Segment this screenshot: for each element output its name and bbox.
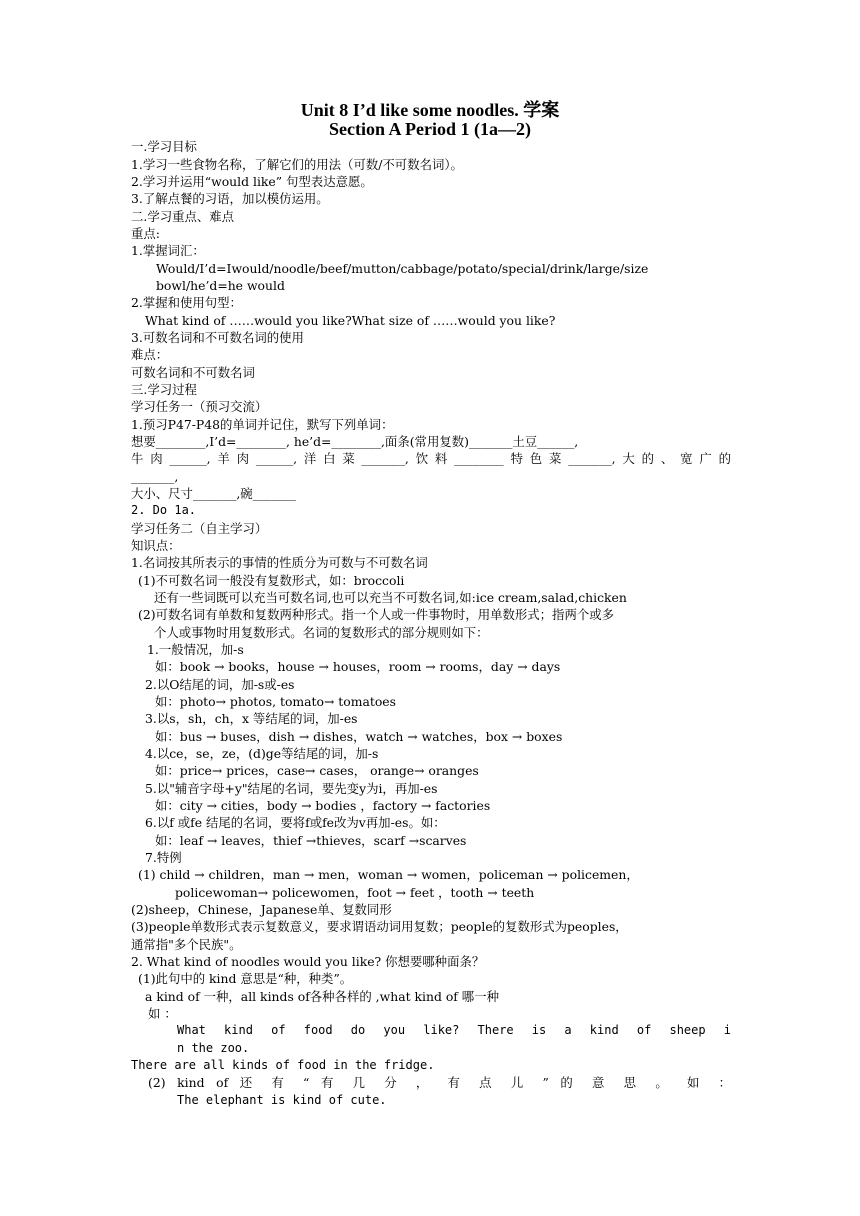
text-line: 学习任务二（自主学习）	[131, 521, 268, 536]
text-line: bowl/he’d=he would	[156, 278, 285, 293]
text-line: 一.学习目标	[131, 139, 197, 154]
text-line: 6.以f 或fe 结尾的名词，要将f或fe改为v再加-es。如：	[145, 815, 446, 830]
text-line: 二.学习重点、难点	[131, 209, 235, 224]
text-line: 大小、尺寸_______,碗_______	[131, 486, 297, 501]
text-line: 1.掌握词汇：	[131, 243, 205, 258]
text-line: _______,	[131, 469, 179, 484]
text-line: (1)此句中的 kind 意思是“种，种类”。	[138, 971, 353, 986]
text-line: 可数名词和不可数名词	[131, 365, 255, 380]
text-line: 4.以ce，se，ze，(d)ge等结尾的词，加-s	[145, 746, 379, 761]
text-line: 2.以O结尾的词，加-s或-es	[145, 677, 295, 692]
text-line: There are all kinds of food in the fridge.	[131, 1058, 435, 1072]
text-line: (3)people单数形式表示复数意义，要求谓语动词用复数；people的复数形式为peoples，	[131, 919, 628, 934]
text-line: 个人或事物时用复数形式。名词的复数形式的部分规则如下：	[154, 625, 489, 640]
text-line: 如：leaf → leaves，thief →thieves，scarf →scarves	[155, 833, 467, 848]
text-line: 7.特例	[145, 850, 182, 865]
text-line: policewoman→ policewomen，foot → feet ，tooth → teeth	[175, 885, 535, 900]
text-line: What kind of ……would you like?What size of ……would you like?	[145, 313, 556, 328]
text-line: n the zoo.	[177, 1041, 250, 1055]
text-line: 3.以s，sh，ch，x 等结尾的词，加-es	[145, 711, 358, 726]
text-line: 1.名词按其所表示的事情的性质分为可数与不可数名词	[131, 555, 428, 570]
text-line: 2. What kind of noodles would you like? 你想要哪种面条？	[131, 954, 485, 969]
text-line: 知识点：	[131, 538, 181, 553]
text-line: 三.学习过程	[131, 382, 197, 397]
text-line: a kind of 一种，all kinds of各种各样的 ,what kind of 哪一种	[145, 989, 499, 1004]
text-line: 1.学习一些食物名称，了解它们的用法（可数/不可数名词）。	[131, 157, 463, 172]
text-line: (2) kind of 还 有 “ 有 几 分 ， 有 点 儿 ” 的 意 思 。 如 ：	[148, 1075, 731, 1090]
text-line: 2.学习并运用“would like” 句型表达意愿。	[131, 174, 373, 189]
text-line: 通常指"多个民族"。	[131, 937, 242, 952]
text-line: 想要________,I’d=________, he’d=________,面条(常用复数)_______土豆______,	[131, 434, 579, 449]
text-line: The elephant is kind of cute.	[177, 1093, 387, 1107]
text-line: 如：bus → buses，dish → dishes，watch → watches，box → boxes	[155, 729, 563, 744]
text-line: 2. Do 1a.	[131, 503, 197, 517]
text-line: 如 ：	[148, 1006, 177, 1021]
text-line: 3.了解点餐的习语，加以模仿运用。	[131, 191, 329, 206]
text-line: 5.以"辅音字母+y"结尾的名词，要先变y为i，再加-es	[145, 781, 438, 796]
text-line: 如：price→ prices，case→ cases， orange→ oranges	[155, 763, 479, 778]
text-line: 如：city → cities，body → bodies ，factory → factories	[155, 798, 491, 813]
text-line: 如：photo→ photos, tomato→ tomatoes	[155, 694, 397, 709]
text-line: Would/I’d=Iwould/noodle/beef/mutton/cabbage/potato/special/drink/large/size	[156, 261, 649, 276]
text-line: (2)sheep，Chinese，Japanese单、复数同形	[131, 902, 392, 917]
text-line: (1)不可数名词一般没有复数形式，如：broccoli	[138, 573, 405, 588]
document-title: Unit 8 I’d like some noodles. 学案	[300, 100, 560, 120]
text-line: (1) child → children，man → men，woman → women，policeman → policemen，	[138, 867, 639, 882]
text-line: 1.预习P47-P48的单词并记住，默写下列单词：	[131, 417, 394, 432]
text-line: 还有一些词既可以充当可数名词,也可以充当不可数名词,如:ice cream,salad,chicken	[154, 590, 627, 605]
text-line: 牛肉______,羊肉______,洋白菜_______,饮料________特色菜_______,大的、宽广的	[131, 451, 731, 466]
text-line: 学习任务一（预习交流）	[131, 399, 268, 414]
text-line: 3.可数名词和不可数名词的使用	[131, 330, 304, 345]
text-line: 2.掌握和使用句型：	[131, 295, 242, 310]
text-line: 1.一般情况，加-s	[147, 642, 244, 657]
text-line: What kind of food do you like? There is a kind of sheep i	[177, 1023, 731, 1037]
document-subtitle: Section A Period 1 (1a—2)	[329, 119, 531, 139]
text-line: 如：book → books，house → houses，room → rooms，day → days	[155, 659, 561, 674]
text-line: 重点:	[131, 226, 160, 241]
text-line: 难点：	[131, 347, 169, 362]
text-line: (2)可数名词有单数和复数两种形式。指一个人或一件事物时，用单数形式；指两个或多	[138, 607, 615, 622]
